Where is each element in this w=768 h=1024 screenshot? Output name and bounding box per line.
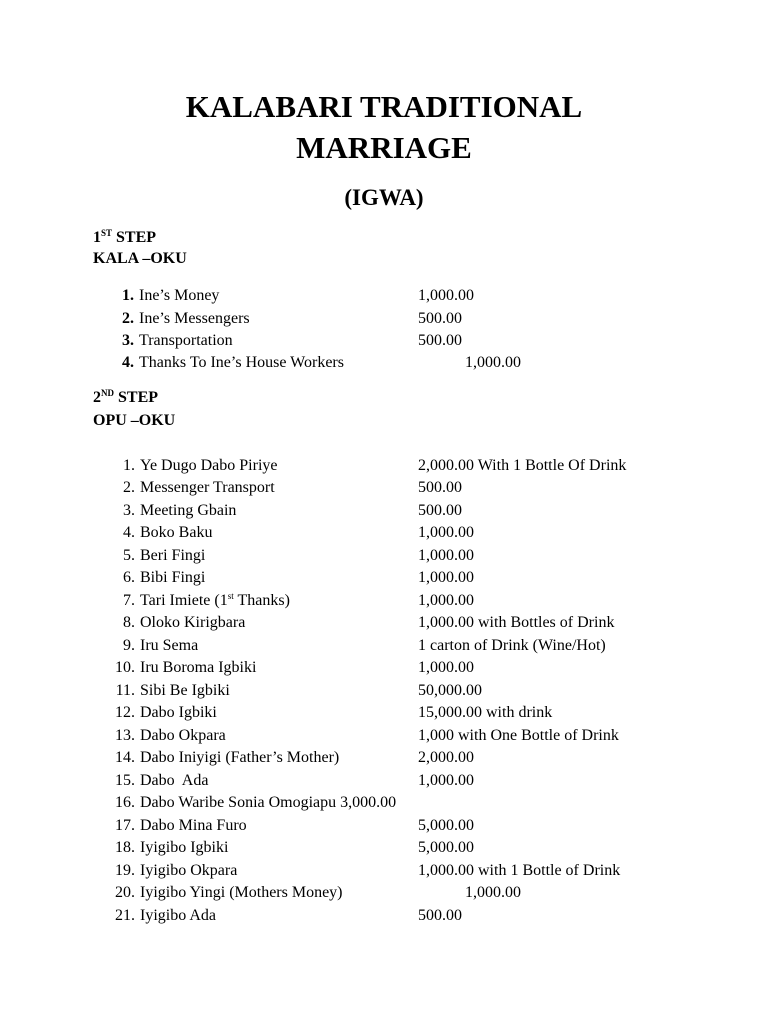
list-item <box>0 285 768 307</box>
step2-number: 2 <box>93 389 101 406</box>
item-label: Beri Fingi <box>140 547 206 564</box>
item-number: 21. <box>115 907 135 924</box>
item-amount: 5,000.00 <box>418 839 474 856</box>
item-number: 14. <box>115 749 135 766</box>
step1-name: KALA –OKU <box>93 250 187 267</box>
item-label: Dabo Okpara <box>140 727 226 744</box>
item-number: 2. <box>123 479 135 496</box>
list-item <box>0 330 768 352</box>
item-amount: 500.00 <box>418 907 462 924</box>
item-amount: 15,000.00 with drink <box>418 704 553 721</box>
item-label: Ine’s Messengers <box>139 310 250 327</box>
list-item <box>0 635 768 657</box>
item-number: 8. <box>123 614 135 631</box>
item-number: 12. <box>115 704 135 721</box>
item-amount: 1,000 with One Bottle of Drink <box>418 727 619 744</box>
item-number: 18. <box>115 839 135 856</box>
list-item <box>0 455 768 477</box>
list-item <box>0 792 768 814</box>
item-amount: 2,000.00 <box>418 749 474 766</box>
item-number: 10. <box>115 659 135 676</box>
list-item <box>0 702 768 724</box>
item-label: Ine’s Money <box>139 287 220 304</box>
list-item <box>0 725 768 747</box>
item-number: 6. <box>123 569 135 586</box>
item-amount: 1,000.00 <box>418 547 474 564</box>
item-label: Dabo Igbiki <box>140 704 217 721</box>
item-number: 9. <box>123 637 135 654</box>
item-label: Iyigibo Ada <box>140 907 216 924</box>
step1-suffix: ST <box>101 228 113 238</box>
item-amount: 500.00 <box>418 310 462 327</box>
item-number: 15. <box>115 772 135 789</box>
step1-number: 1 <box>93 229 101 246</box>
list-item <box>0 680 768 702</box>
list-item <box>0 477 768 499</box>
item-amount: 50,000.00 <box>418 682 482 699</box>
item-label: Iru Boroma Igbiki <box>140 659 257 676</box>
list-item <box>0 657 768 679</box>
list-item <box>0 770 768 792</box>
item-label: Oloko Kirigbara <box>140 614 246 631</box>
item-number: 11. <box>115 682 135 699</box>
step1-heading <box>93 228 156 248</box>
item-number: 2. <box>122 310 134 327</box>
item-label: Bibi Fingi <box>140 569 206 586</box>
item-label: Iyigibo Yingi (Mothers Money) <box>140 884 343 901</box>
list-item <box>0 905 768 927</box>
item-label: Iru Sema <box>140 637 199 654</box>
step2-name: OPU –OKU <box>93 412 176 429</box>
title-line-1: KALABARI TRADITIONAL <box>185 89 583 124</box>
item-amount: 1,000.00 with 1 Bottle of Drink <box>418 862 621 879</box>
item-number: 16. <box>115 794 135 811</box>
item-label: Sibi Be Igbiki <box>140 682 230 699</box>
list-item <box>0 860 768 882</box>
list-item <box>0 352 768 374</box>
item-amount: 1,000.00 <box>418 772 474 789</box>
item-amount: 1,000.00 <box>418 287 474 304</box>
step1-word: STEP <box>116 229 157 246</box>
step2-word: STEP <box>118 389 159 406</box>
item-label: Thanks To Ine’s House Workers <box>139 354 344 371</box>
item-label: Messenger Transport <box>140 479 275 496</box>
list-item <box>0 522 768 544</box>
list-item <box>0 882 768 904</box>
list-item <box>0 837 768 859</box>
item-amount: 1,000.00 <box>418 524 474 541</box>
item-label: Tari Imiete (1st Thanks) <box>140 591 290 609</box>
item-number: 7. <box>123 592 135 609</box>
item-amount: 5,000.00 <box>418 817 474 834</box>
item-amount: 1 carton of Drink (Wine/Hot) <box>418 637 606 654</box>
item-number: 3. <box>122 332 134 349</box>
item-number: 4. <box>122 354 134 371</box>
item-amount: 1,000.00 <box>418 659 474 676</box>
document-subtitle: (IGWA) <box>344 185 424 210</box>
list-item <box>0 500 768 522</box>
item-number: 19. <box>115 862 135 879</box>
item-amount: 1,000.00 <box>418 569 474 586</box>
item-label: Dabo Waribe Sonia Omogiapu 3,000.00 <box>140 794 397 811</box>
step2-heading <box>93 388 158 408</box>
item-amount: 1,000.00 <box>465 884 521 901</box>
list-item <box>0 567 768 589</box>
item-label: Iyigibo Okpara <box>140 862 238 879</box>
item-label: Transportation <box>139 332 233 349</box>
item-number: 4. <box>123 524 135 541</box>
item-label: Ye Dugo Dabo Piriye <box>140 457 278 474</box>
list-item <box>0 612 768 634</box>
item-amount: 500.00 <box>418 479 462 496</box>
item-amount: 500.00 <box>418 332 462 349</box>
item-label: Boko Baku <box>140 524 213 541</box>
item-number: 1. <box>122 287 134 304</box>
item-amount: 2,000.00 With 1 Bottle Of Drink <box>418 457 627 474</box>
list-item <box>0 545 768 567</box>
item-amount: 500.00 <box>418 502 462 519</box>
list-item <box>0 308 768 330</box>
item-label: Dabo Iniyigi (Father’s Mother) <box>140 749 340 766</box>
item-amount: 1,000.00 <box>465 354 521 371</box>
list-item <box>0 815 768 837</box>
item-number: 3. <box>123 502 135 519</box>
item-label: Iyigibo Igbiki <box>140 839 229 856</box>
item-number: 1. <box>123 457 135 474</box>
list-item <box>0 747 768 769</box>
item-amount: 1,000.00 with Bottles of Drink <box>418 614 615 631</box>
item-number: 17. <box>115 817 135 834</box>
step2-suffix: ND <box>101 388 114 398</box>
item-label: Dabo Ada <box>140 772 209 789</box>
item-number: 20. <box>115 884 135 901</box>
item-label: Dabo Mina Furo <box>140 817 247 834</box>
item-number: 13. <box>115 727 135 744</box>
list-item <box>0 590 768 612</box>
item-label: Meeting Gbain <box>140 502 237 519</box>
title-line-2: MARRIAGE <box>296 130 472 165</box>
item-amount: 1,000.00 <box>418 592 474 609</box>
item-number: 5. <box>123 547 135 564</box>
